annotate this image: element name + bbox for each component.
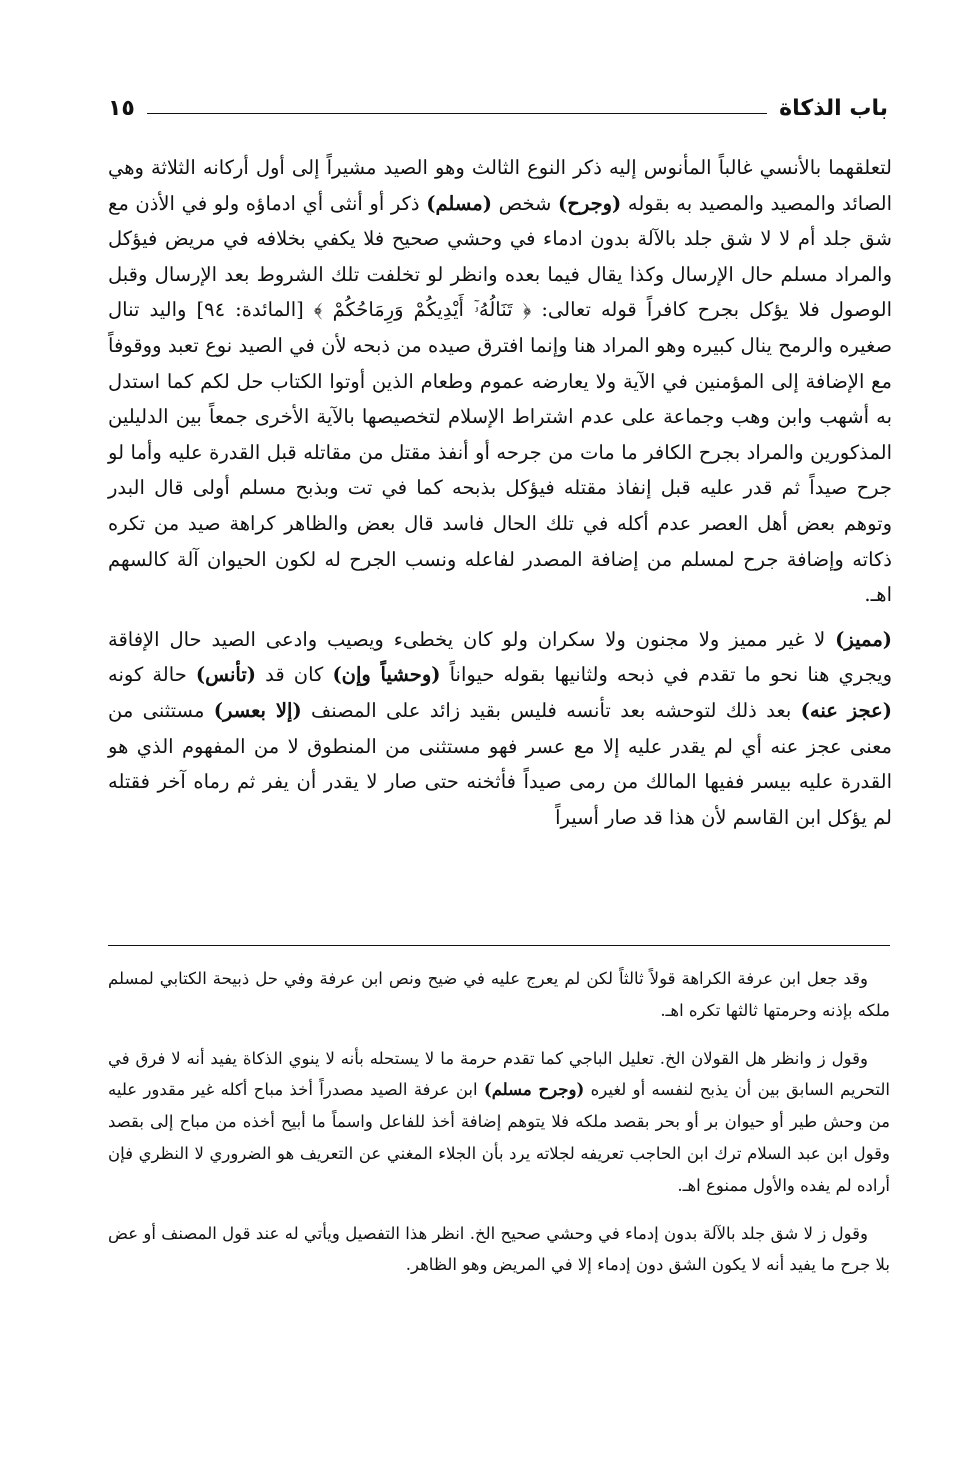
- bold-term: (وجرح): [558, 191, 622, 215]
- bold-term: (مميز): [835, 627, 892, 651]
- bold-term: (إلا بعسر): [213, 698, 302, 722]
- bold-term: (عجز عنه): [800, 698, 892, 722]
- text-run: وقول ز لا شق جلد بالآلة بدون إدماء في وحشي صحيح الخ. انظر هذا التفصيل ويأتي له عند قول المصنف أو عض بلا جرح ما يفيد أنه لا يكون الشق دون إدماء إلا في المريض وهو الظاهر.: [108, 1223, 890, 1275]
- bold-term: (وجرح مسلم): [483, 1080, 585, 1100]
- text-run: لا غير مميز ولا مجنون ولا سكران ولو كان يخطىء ويصيب وادعى الصيد حال الإفاقة ويجري هنا نحو ما تقدم في ذبحه ولثانيها بقوله حيواناً: [108, 627, 893, 687]
- footnote-1: [108, 963, 890, 1027]
- footnote-divider: [108, 945, 890, 946]
- text-run: حالة كونه: [108, 663, 196, 687]
- chapter-title: باب الذكاة: [779, 95, 888, 121]
- header-rule: [147, 113, 767, 114]
- text-run: ذكر أو أنثى أي ادماؤه ولو في الأذن مع شق جلد أم لا لا شق جلد بالآلة بدون ادماء في وحشي صحيح فلا يكفي بخلافه في مريض فيؤكل والمراد مسلم حال الإرسال وكذا يقال فيما بعده وانظر لو تخلفت تلك الشروط بعد الإرسال وقبل الوصول فلا يؤكل بجرح كافراً قوله تعالى: ﴿ تَنَالُهُۥٓ أَيْدِيكُمْ وَرِمَاحُكُمْ ﴾ [المائدة: ٩٤] واليد تنال صغيره والرمح ينال كبيره وهو المراد هنا وإنما افترق صيده من ذبحه لأن في الصيد نوع تعبد ووقوفاً مع الإضافة إلى المؤمنين في الآية ولا يعارضه عموم وطعام الذين أوتوا الكتاب حل لكم كما استدل به أشهب وابن وهب وجماعة على عدم اشتراط الإسلام لتخصيصها بالآية الأخرى جمعاً بين الدليلين المذكورين والمراد بجرح الكافر ما مات من جرحه أو أنفذ مقتل من مقاتله قبل القدرة عليه وأما لو جرح صيداً ثم قدر عليه قبل إنفاذ مقتله فيؤكل بذبحه كما في تت وبذبح مسلم أولى قال البدر وتوهم بعض أهل العصر عدم أكله في تلك الحال فاسد قال بعض والظاهر كراهة صيد من تكره ذكاته وإضافة جرح لمسلم من إضافة المصدر لفاعله ونسب الجرح له لكون الحيوان آلة كالسهم اهـ.: [108, 191, 892, 607]
- text-run: كان قد: [255, 663, 333, 687]
- text-run: شخص: [491, 191, 558, 215]
- bold-term: (وحشياً وإن): [332, 663, 441, 687]
- main-text: [108, 150, 892, 835]
- footnotes: [108, 963, 890, 1297]
- main-paragraph-1: [108, 150, 892, 613]
- text-run: لتعلقهما بالأنسي غالباً المأنوس إليه ذكر النوع الثالث وهو الصيد مشيراً إلى أول أركانه الثلاثة وهي الصائد والمصيد والمصيد به بقوله: [108, 156, 893, 215]
- text-run: بعد ذلك لتوحشه بعد تأنسه فليس بقيد زائد على المصنف: [301, 698, 801, 722]
- footnote-2: [108, 1043, 890, 1202]
- footnote-3: [108, 1218, 890, 1282]
- text-run: ابن عرفة الصيد مصدراً أخذ مباح أكله غير مقدور عليه من وحش طير أو حيوان بر أو بحر بقصد ملكه فلا يتوهم إضافة أخذ للفاعل واسماً ما أبيح أخذه من مباح إلى بقصد وقول ابن عبد السلام ترك ابن الحاجب تعريفه لجلاته يرد بأن الجلاء المغني عن التعريف هو الضروري لا النظري فإن أراده لم يفده والأول ممنوع اهـ.: [108, 1080, 890, 1195]
- bold-term: (مسلم): [426, 191, 492, 215]
- text-run: وقول ز وانظر هل القولان الخ. تعليل الباجي كما تقدم حرمة ما لا يستحله بأنه لا ينوي الذكاة يفيد أنه لا فرق في التحريم السابق بين أن يذبح لنفسه أو لغيره: [108, 1048, 890, 1100]
- main-paragraph-2: [108, 622, 892, 836]
- bold-term: (تأنس): [195, 663, 256, 687]
- page-number: ١٥: [108, 95, 135, 121]
- text-run: وقد جعل ابن عرفة الكراهة قولاً ثالثاً لكن لم يعرج عليه في ضيح ونص ابن عرفة وفي حل ذبيحة الكتابي لمسلم ملكه بإذنه وحرمتها ثالثها تكره اهـ.: [108, 969, 890, 1020]
- running-header: [108, 88, 888, 128]
- text-run: مستثنى من معنى عجز عنه أي لم يقدر عليه إلا مع عسر فهو مستثنى من المنطوق لا من المفهوم الذي هو القدرة عليه بيسر ففيها المالك من رمى صيداً فأثخنه حتى صار لا يقدر أن يفر ثم رماه آخر فقتله لم يؤكل ابن القاسم لأن هذا قد صار أسيراً: [108, 698, 892, 829]
